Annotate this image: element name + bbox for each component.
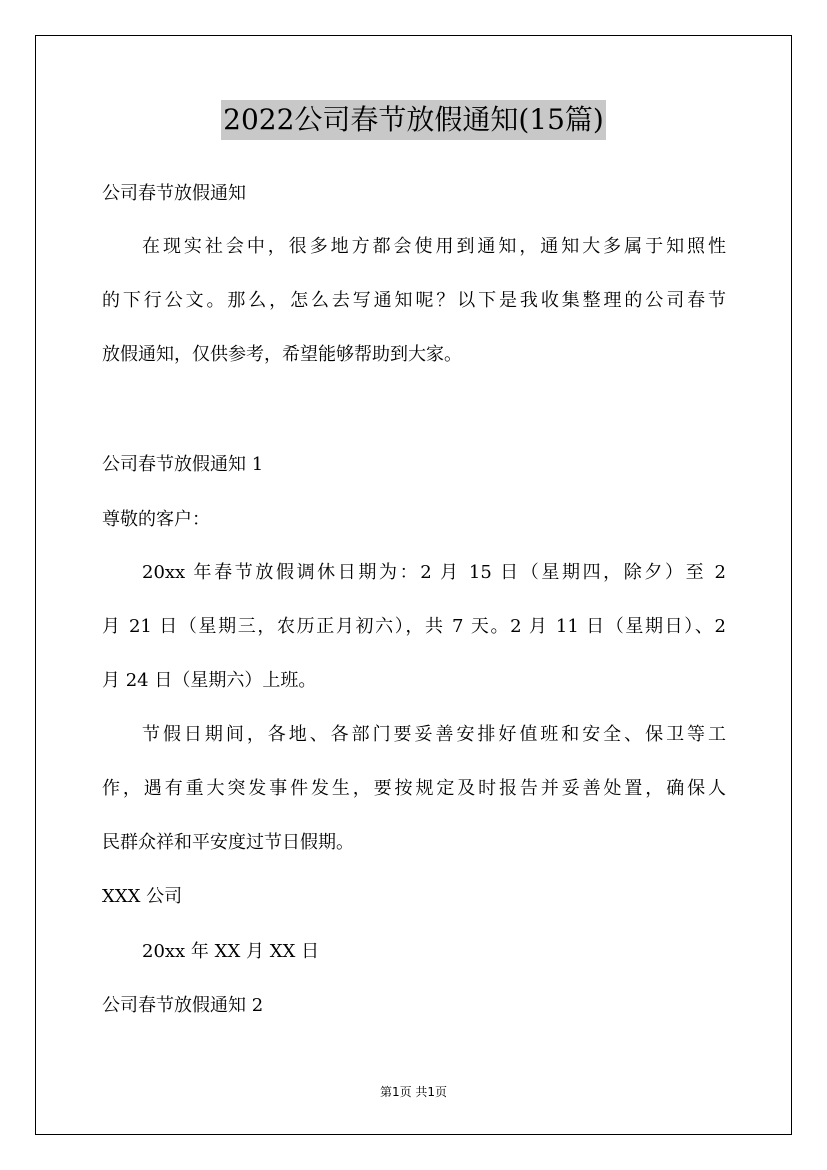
paragraph-2-line: 民群众祥和平安度过节日假期。 [102,832,354,853]
intro-line: 在现实社会中，很多地方都会使用到通知，通知大多属于知照性 [142,236,726,257]
paragraph-1-line: 20xx 年春节放假调休日期为：2 月 15 日（星期四，除夕）至 2 [142,562,726,583]
paragraph-1-line: 月 24 日（星期六）上班。 [102,670,317,691]
paragraph-2-line: 节假日期间，各地、各部门要妥善安排好值班和安全、保卫等工 [142,724,726,745]
page-footer: 第1页 共1页 [379,1085,448,1099]
section2-heading: 公司春节放假通知 2 [102,995,264,1016]
document-heading: 公司春节放假通知 [102,183,246,204]
paragraph-2 [102,708,726,870]
paragraph-1 [102,546,726,708]
document-title: 2022公司春节放假通知(15篇) [221,100,606,140]
section1-heading: 公司春节放假通知 1 [102,454,264,475]
paragraph-1-line: 月 21 日（星期三，农历正月初六），共 7 天。2 月 11 日（星期日）、2 [102,616,726,637]
paragraph-2-line: 作，遇有重大突发事件发生，要按规定及时报告并妥善处置，确保人 [102,778,726,799]
intro-line: 放假通知，仅供参考，希望能够帮助到大家。 [102,344,462,365]
intro-paragraph [102,220,726,382]
signature-date: 20xx 年 XX 月 XX 日 [142,941,320,962]
signature-company: XXX 公司 [102,886,183,907]
salutation: 尊敬的客户： [102,509,210,530]
intro-line: 的下行公文。那么，怎么去写通知呢？以下是我收集整理的公司春节 [102,290,726,311]
title-container [0,100,827,140]
